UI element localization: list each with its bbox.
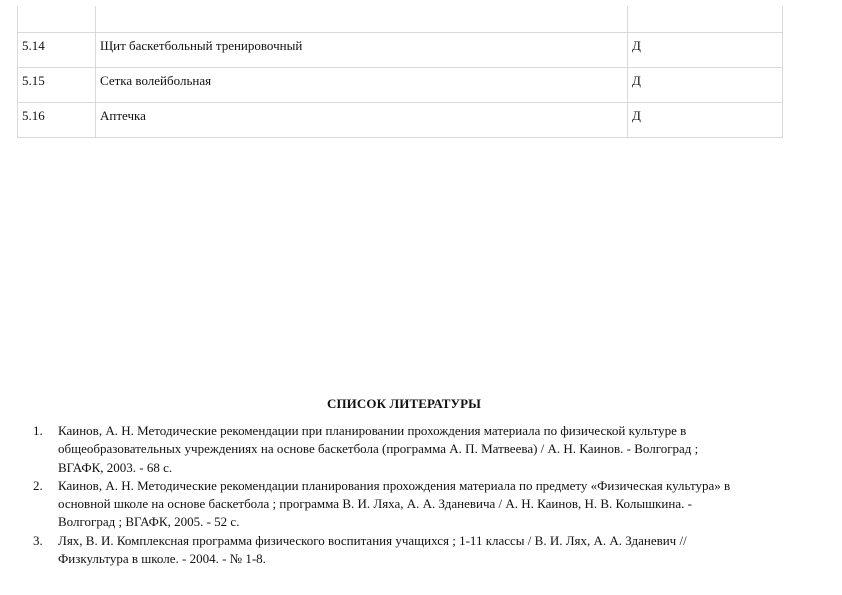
item-mark — [628, 6, 783, 33]
references-title: СПИСОК ЛИТЕРАТУРЫ — [326, 396, 482, 411]
item-name: Щит баскетбольный тренировочный — [96, 33, 628, 68]
item-name — [96, 6, 628, 33]
reference-line: основной школе на основе баскетбола ; программа В. И. Ляха, А. А. Зданевича / А. Н. Каинов, Н. В. Колышкина. - — [58, 496, 692, 512]
row-number: 5.15 — [18, 68, 96, 103]
table-row — [18, 6, 783, 33]
reference-number: 2. — [33, 477, 43, 493]
reference-line: ВГАФК, 2003. - 68 с. — [58, 459, 173, 475]
list-item — [33, 477, 793, 532]
item-mark: Д — [628, 68, 783, 103]
references-list — [33, 422, 793, 568]
reference-line: Каинов, А. Н. Методические рекомендации при планировании прохождения материала по физической культуре в — [58, 423, 687, 438]
table-row — [18, 33, 783, 68]
reference-line: Волгоград ; ВГАФК, 2005. - 52 с. — [58, 514, 240, 530]
row-number: 5.14 — [18, 33, 96, 68]
list-item — [33, 422, 793, 477]
table-row — [18, 68, 783, 103]
item-name: Сетка волейбольная — [96, 68, 628, 103]
row-number — [18, 6, 96, 33]
reference-number: 1. — [33, 423, 43, 438]
item-mark: Д — [628, 33, 783, 68]
equipment-table — [17, 6, 783, 138]
reference-line: Физкультура в школе. - 2004. - № 1-8. — [58, 551, 266, 567]
list-item — [33, 532, 793, 569]
reference-line: Лях, В. И. Комплексная программа физического воспитания учащихся ; 1-11 классы / В. И. Лях, А. А. Зданевич // — [58, 532, 687, 548]
item-mark: Д — [628, 103, 783, 138]
reference-line: Каинов, А. Н. Методические рекомендации планирования прохождения материала по предмету «Физическая культура» в — [58, 477, 731, 493]
item-name: Аптечка — [96, 103, 628, 138]
table-row — [18, 103, 783, 138]
row-number: 5.16 — [18, 103, 96, 138]
reference-line: общеобразовательных учреждениях на основе баскетбола (программа А. П. Матвеева) / А. Н. Каинов. - Волгоград ; — [58, 441, 699, 457]
reference-number: 3. — [33, 532, 43, 548]
